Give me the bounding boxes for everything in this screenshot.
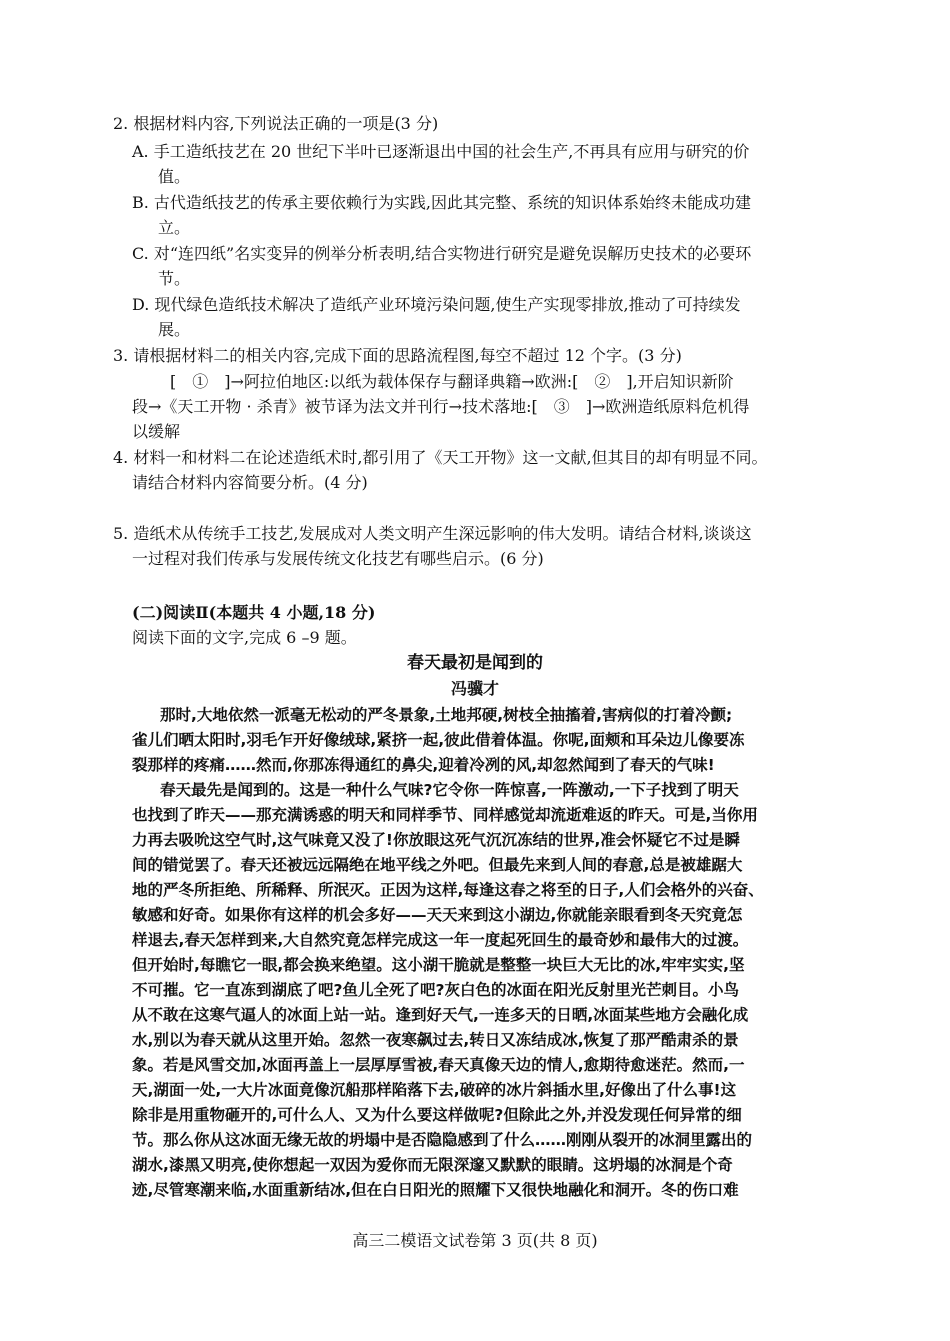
passage-line: 雀儿们晒太阳时,羽毛乍开好像绒球,紧挤一起,彼此借着体温。你呢,面颊和耳朵边儿像要冻 [132, 731, 745, 749]
passage-title: 春天最初是闻到的 [407, 653, 543, 673]
section-intro: 阅读下面的文字,完成 6 –9 题。 [132, 628, 357, 647]
q5-stem-cont: 一过程对我们传承与发展传统文化技艺有哪些启示。(6 分) [132, 549, 544, 568]
q2-option-d-cont: 展。 [158, 320, 191, 339]
passage-line: 地的严冬所拒绝、所稀释、所泯灭。正因为这样,每逢这春之将至的日子,人们会格外的兴奋、 [132, 881, 764, 899]
q2-option-b: B. 古代造纸技艺的传承主要依赖行为实践,因此其完整、系统的知识体系始终未能成功建 [132, 193, 752, 212]
passage-line: 象。若是风雪交加,冰面再盖上一层厚厚雪被,春天真像天边的情人,愈期待愈迷茫。然而,一 [132, 1056, 745, 1074]
q2-option-c-cont: 节。 [158, 269, 191, 288]
section-heading: (二)阅读Ⅱ(本题共 4 小题,18 分) [132, 603, 376, 622]
q3-flow-line-3: 以缓解 [132, 422, 181, 441]
passage-line: 那时,大地依然一派毫无松动的严冬景象,土地邦硬,树枝全抽搐着,害病似的打着冷颤; [160, 706, 733, 724]
q2-option-c: C. 对“连四纸”名实变异的例举分析表明,结合实物进行研究是避免误解历史技术的必要环 [132, 244, 752, 263]
passage-line: 节。那么你从这冰面无缘无故的坍塌中是否隐隐感到了什么……刚刚从裂开的冰洞里露出的 [132, 1131, 753, 1149]
passage-line: 水,别以为春天就从这里开始。忽然一夜寒飙过去,转日又冻结成冰,恢复了那严酷肃杀的景 [132, 1031, 739, 1049]
passage-line: 敏感和好奇。如果你有这样的机会多好——天天来到这小湖边,你就能亲眼看到冬天究竟怎 [132, 906, 743, 924]
passage-line: 不可摧。它一直冻到湖底了吧?鱼儿全死了吧?灰白色的冰面在阳光反射里光芒刺目。小鸟 [132, 981, 739, 999]
q4-stem-cont: 请结合材料内容简要分析。(4 分) [132, 473, 368, 492]
q2-stem: 2. 根据材料内容,下列说法正确的一项是(3 分) [113, 114, 439, 133]
passage-line: 春天最先是闻到的。这是一种什么气味?它令你一阵惊喜,一阵激动,一下子找到了明天 [160, 781, 739, 799]
q5-stem: 5. 造纸术从传统手工技艺,发展成对人类文明产生深远影响的伟大发明。请结合材料,谈谈这 [113, 524, 752, 543]
passage-line: 但开始时,每瞧它一眼,都会换来绝望。这小湖干脆就是整整一块巨大无比的冰,牢牢实实,坚 [132, 956, 745, 974]
passage-line: 也找到了昨天——那充满诱惑的明天和同样季节、同样感觉却流逝难返的昨天。可是,当你用 [132, 806, 758, 824]
passage-line: 除非是用重物砸开的,可什么人、又为什么要这样做呢?但除此之外,并没发现任何异常的细 [132, 1106, 742, 1124]
q3-flow-line-2: 段→《天工开物 · 杀青》被节译为法文并刊行→技术落地:[ ③ ]→欧洲造纸原料危机得 [132, 397, 750, 416]
page-footer: 高三二模语文试卷第 3 页(共 8 页) [352, 1231, 598, 1250]
passage-author: 冯骥才 [450, 679, 499, 698]
q4-stem: 4. 材料一和材料二在论述造纸术时,都引用了《天工开物》这一文献,但其目的却有明显不同。 [113, 448, 768, 467]
q2-option-a-cont: 值。 [158, 167, 191, 186]
q3-stem: 3. 请根据材料二的相关内容,完成下面的思路流程图,每空不超过 12 个字。(3 分) [113, 346, 682, 365]
passage-line: 裂那样的疼痛……然而,你那冻得通红的鼻尖,迎着冷冽的风,却忽然闻到了春天的气味! [132, 756, 715, 774]
passage-line: 湖水,漆黑又明亮,使你想起一双因为爱你而无限深邃又默默的眼睛。这坍塌的冰洞是个奇 [132, 1156, 733, 1174]
q2-option-a: A. 手工造纸技艺在 20 世纪下半叶已逐渐退出中国的社会生产,不再具有应用与研究的价 [132, 142, 750, 161]
passage-line: 从不敢在这寒气逼人的冰面上站一站。逢到好天气,一连多天的日晒,冰面某些地方会融化成 [132, 1006, 749, 1024]
passage-line: 力再去吸吮这空气时,这气味竟又没了!你放眼这死气沉沉冻结的世界,准会怀疑它不过是瞬 [132, 831, 740, 849]
q2-option-d: D. 现代绿色造纸技术解决了造纸产业环境污染问题,使生产实现零排放,推动了可持续发 [132, 295, 741, 314]
q2-option-b-cont: 立。 [158, 218, 191, 237]
q3-flow-line-1: [ ① ]→阿拉伯地区:以纸为载体保存与翻译典籍→欧洲:[ ② ],开启知识新阶 [170, 372, 734, 391]
passage-line: 迹,尽管寒潮来临,水面重新结冰,但在白日阳光的照耀下又很快地融化和洞开。冬的伤口难 [132, 1181, 739, 1199]
passage-line: 样退去,春天怎样到来,大自然究竟怎样完成这一年一度起死回生的最奇妙和最伟大的过渡。 [132, 931, 749, 949]
passage-line: 间的错觉罢了。春天还被远远隔绝在地平线之外吧。但最先来到人间的春意,总是被雄踞大 [132, 856, 743, 874]
passage-line: 天,湖面一处,一大片冰面竟像沉船那样陷落下去,破碎的冰片斜插水里,好像出了什么事!这 [132, 1081, 737, 1099]
